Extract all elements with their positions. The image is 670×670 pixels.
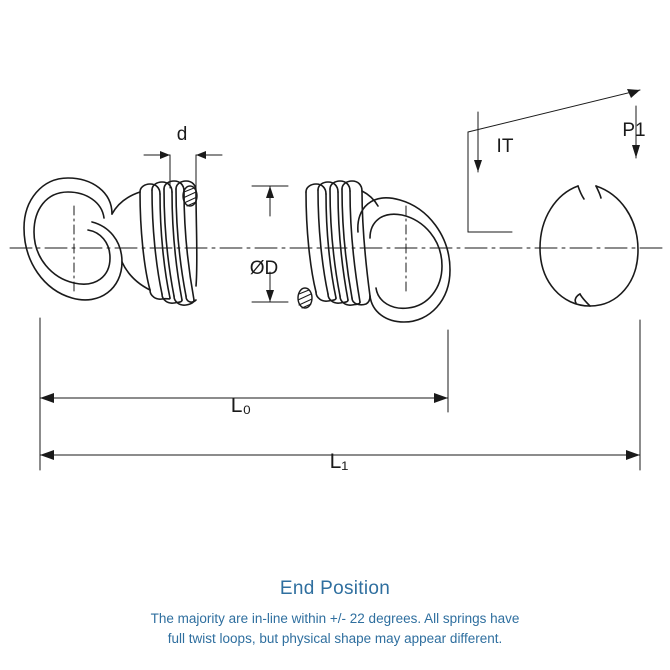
end-position-hook (540, 186, 638, 306)
label-outer-diameter: ØD (249, 258, 279, 279)
caption-title: End Position (279, 578, 391, 599)
label-extended-length: L₁ (329, 450, 349, 473)
dimension-l1 (40, 320, 640, 470)
right-coil-group (298, 181, 370, 308)
caption-block (0, 578, 670, 648)
wire-section-left (183, 186, 197, 206)
caption-line-1: The majority are in-line within +/- 22 degrees. All springs have (150, 611, 520, 626)
dimension-it (468, 89, 640, 232)
label-inner-twist: IT (496, 136, 514, 157)
label-wire-diameter: d (176, 124, 188, 145)
dimension-d (144, 151, 222, 188)
label-hook-position: P1 (622, 120, 646, 141)
dimension-outer-diameter (249, 186, 288, 302)
left-hook (24, 178, 150, 300)
label-free-length: L₀ (230, 394, 252, 417)
wire-section-right (298, 288, 312, 308)
caption-line-2: full twist loops, but physical shape may appear different. (167, 630, 503, 646)
right-hook (358, 191, 450, 322)
left-coil-group (140, 181, 197, 305)
